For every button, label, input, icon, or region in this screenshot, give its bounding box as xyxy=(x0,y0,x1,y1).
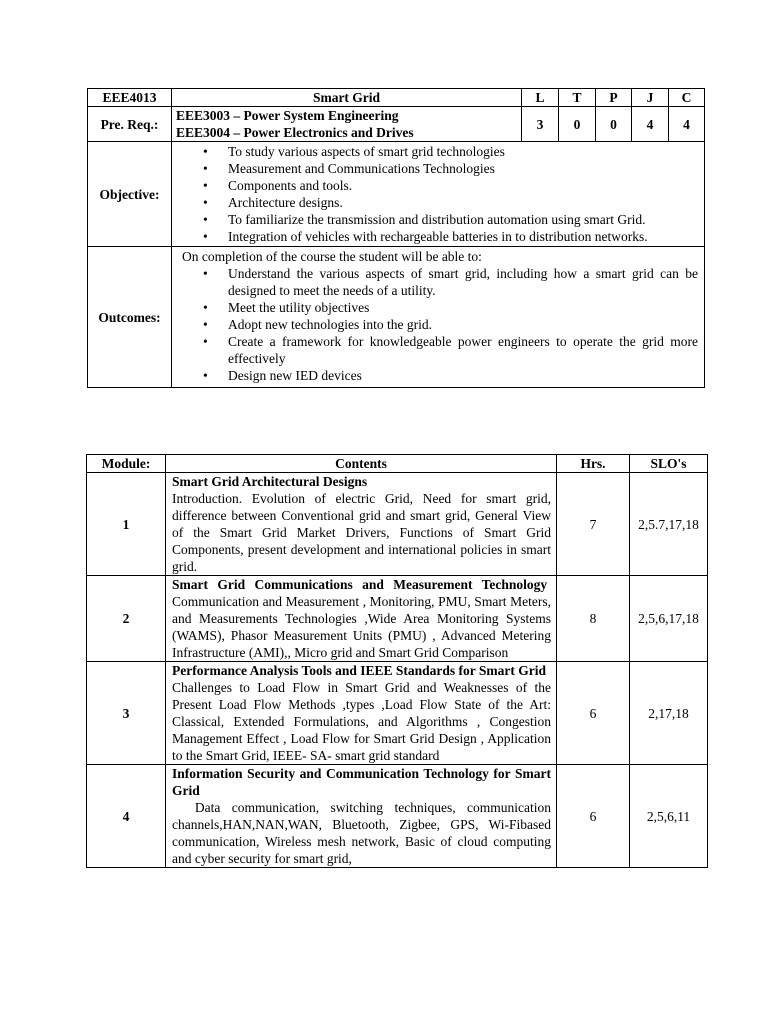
outcome-item: • Create a framework for knowledgeable power engineers to operate the grid more effectively xyxy=(228,333,698,367)
credit-value-j: 4 xyxy=(632,107,669,142)
module-slos: 2,5,6,17,18 xyxy=(630,576,708,662)
module-number: 3 xyxy=(87,662,166,765)
module-contents xyxy=(166,765,557,868)
outcome-item: • Adopt new technologies into the grid. xyxy=(228,316,698,333)
prereq-item: EEE3003 – Power System Engineering xyxy=(176,108,399,123)
outcomes-label: Outcomes: xyxy=(88,247,172,388)
module-body: Data communication, switching techniques, communication channels,HAN,NAN,WAN, Bluetooth, Zigbee, GPS, Wi-Fibased communication, Wireless mesh network, Basic of cloud computing and cyber security for smart grid, xyxy=(172,800,555,866)
module-hours: 7 xyxy=(557,473,630,576)
module-contents xyxy=(166,473,557,576)
module-row xyxy=(87,473,708,576)
module-contents xyxy=(166,576,557,662)
objective-item: • To familiarize the transmission and distribution automation using smart Grid. xyxy=(228,211,698,228)
outcomes-cell xyxy=(172,247,705,388)
credit-value-c: 4 xyxy=(669,107,705,142)
prereq-item: EEE3004 – Power Electronics and Drives xyxy=(176,125,414,140)
outcome-item: • Design new IED devices xyxy=(228,367,698,384)
module-header-row xyxy=(87,455,708,473)
module-title: Smart Grid Communications and Measurement Technology xyxy=(172,577,548,592)
module-number: 4 xyxy=(87,765,166,868)
module-number: 1 xyxy=(87,473,166,576)
module-slos: 2,5,6,11 xyxy=(630,765,708,868)
outcomes-row xyxy=(88,247,705,388)
objective-cell xyxy=(172,142,705,247)
credit-header-t: T xyxy=(559,89,596,107)
module-table xyxy=(86,454,708,868)
prereq-list xyxy=(172,107,522,142)
prereq-row xyxy=(88,107,705,142)
module-row xyxy=(87,662,708,765)
course-title: Smart Grid xyxy=(172,89,522,107)
module-title: Information Security and Communication Technology for Smart Grid xyxy=(172,766,551,798)
outcomes-intro: On completion of the course the student will be able to: xyxy=(182,249,482,264)
slos-header: SLO's xyxy=(630,455,708,473)
contents-header: Contents xyxy=(166,455,557,473)
credit-header-c: C xyxy=(669,89,705,107)
module-slos: 2,5.7,17,18 xyxy=(630,473,708,576)
outcome-item: • Meet the utility objectives xyxy=(228,299,698,316)
module-title: Smart Grid Architectural Designs xyxy=(172,474,368,489)
module-body: Introduction. Evolution of electric Grid, Need for smart grid, difference between Conventional grid and smart grid, General View of the Smart Grid Market Drivers, Functions of Smart Grid Components, present development and international policies in smart grid. xyxy=(172,491,551,574)
objective-label: Objective: xyxy=(88,142,172,247)
objective-item: • Components and tools. xyxy=(228,177,698,194)
credit-header-p: P xyxy=(596,89,632,107)
module-hours: 8 xyxy=(557,576,630,662)
module-header: Module: xyxy=(87,455,166,473)
module-hours: 6 xyxy=(557,765,630,868)
objective-item: • Integration of vehicles with rechargeable batteries in to distribution networks. xyxy=(228,228,698,245)
hours-header: Hrs. xyxy=(557,455,630,473)
objective-item: • Measurement and Communications Technologies xyxy=(228,160,698,177)
objective-list xyxy=(176,143,698,245)
module-row xyxy=(87,765,708,868)
credit-header-l: L xyxy=(522,89,559,107)
module-slos: 2,17,18 xyxy=(630,662,708,765)
objective-row xyxy=(88,142,705,247)
course-title-row xyxy=(88,89,705,107)
course-code: EEE4013 xyxy=(88,89,172,107)
module-row xyxy=(87,576,708,662)
outcomes-list xyxy=(176,265,698,384)
module-body: Challenges to Load Flow in Smart Grid and Weaknesses of the Present Load Flow Methods ,types ,Load Flow State of the Art: Classical, Extended Formulations, and Algorithms , Congestion Management Effect , Load Flow for Smart Grid Design , Application to the Smart Grid, IEEE- SA- smart grid standard xyxy=(172,680,551,763)
course-table xyxy=(87,88,705,388)
module-contents xyxy=(166,662,557,765)
module-title: Performance Analysis Tools and IEEE Standards for Smart Grid xyxy=(172,663,547,678)
objective-item: • Architecture designs. xyxy=(228,194,698,211)
credit-value-t: 0 xyxy=(559,107,596,142)
objective-item: • To study various aspects of smart grid technologies xyxy=(228,143,698,160)
outcome-item: • Understand the various aspects of smart grid, including how a smart grid can be designed to meet the needs of a utility. xyxy=(228,265,698,299)
credit-header-j: J xyxy=(632,89,669,107)
prereq-label: Pre. Req.: xyxy=(88,107,172,142)
credit-value-l: 3 xyxy=(522,107,559,142)
module-body: Communication and Measurement , Monitoring, PMU, Smart Meters, and Measurements Technologies ,Wide Area Monitoring Systems (WAMS), Phasor Measurement Units (PMU) , Advanced Metering Infrastructure (AMI),, Micro grid and Smart Grid Comparison xyxy=(172,594,551,660)
module-number: 2 xyxy=(87,576,166,662)
credit-value-p: 0 xyxy=(596,107,632,142)
module-hours: 6 xyxy=(557,662,630,765)
